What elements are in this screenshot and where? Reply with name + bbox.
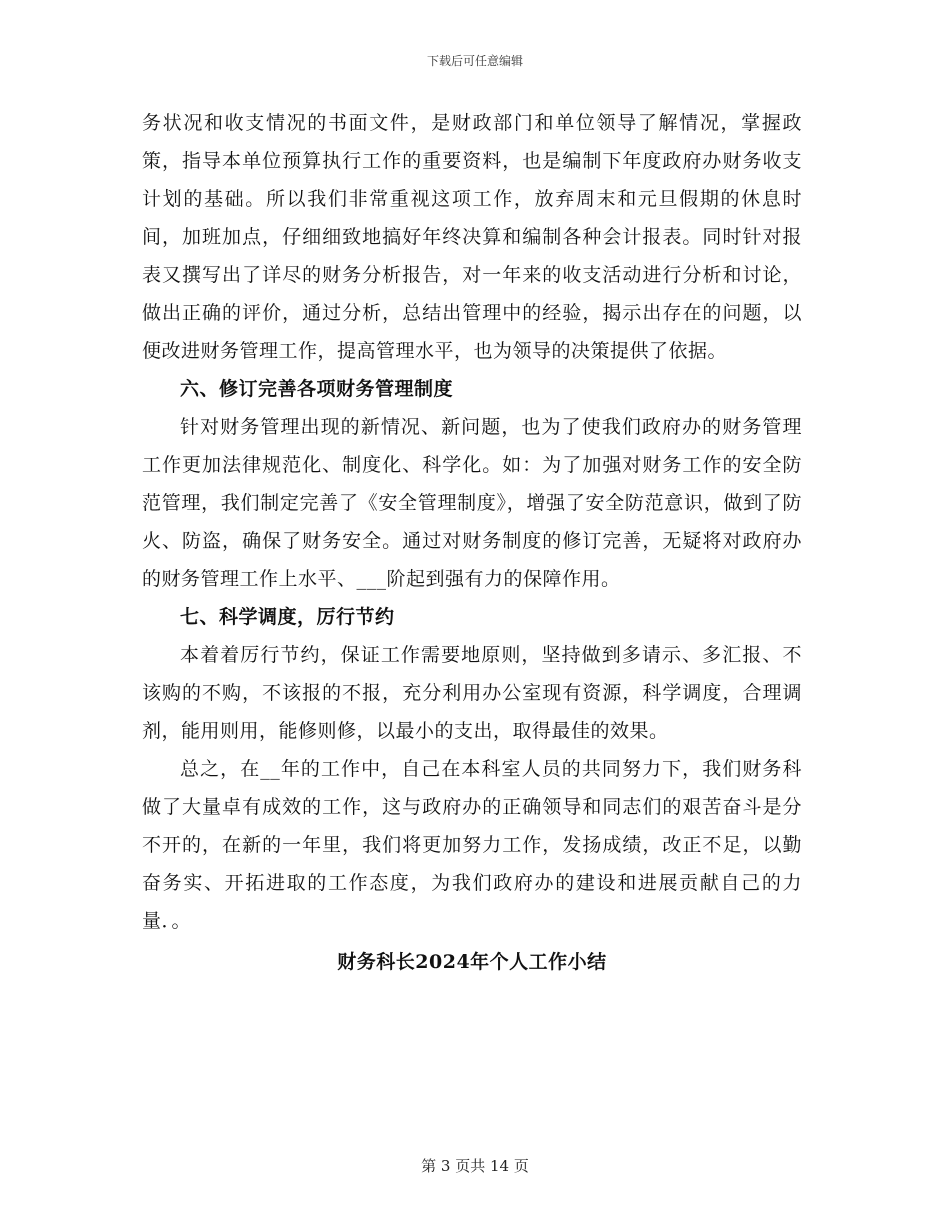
section-heading-7: 七、科学调度，厉行节约	[180, 606, 395, 628]
paragraph-frugality: 本着着厉行节约，保证工作需要地原则，坚持做到多请示、多汇报、不该购的不购，不该报的不报，充分利用办公室现有资源，科学调度，合理调剂，能用则用，能修则修，以最小的支出，取得最佳的效果。	[142, 644, 802, 742]
paragraph-management-system: 针对财务管理出现的新情况、新问题，也为了使我们政府办的财务管理工作更加法律规范化、制度化、科学化。如：为了加强对财务工作的安全防范管理，我们制定完善了《安全管理制度》，增强了安全防范意识，做到了防火、防盗，确保了财务安全。通过对财务制度的修订完善，无疑将对政府办的财务管理工作上水平、___阶起到强有力的保障作用。	[142, 416, 802, 590]
next-document-title: 财务科长2024年个人工作小结	[337, 951, 607, 973]
page-number-footer: 第 3 页共 14 页	[421, 1157, 529, 1175]
document-body	[142, 104, 802, 984]
paragraph-summary: 总之，在__年的工作中，自己在本科室人员的共同努力下，我们财务科做了大量卓有成效的工作，这与政府办的正确领导和同志们的艰苦奋斗是分不开的，在新的一年里，我们将更加努力工作，发扬成绩，改正不足，以勤奋务实、开拓进取的工作态度，为我们政府办的建设和进展贡献自己的力量．。	[142, 758, 802, 932]
paragraph-financial-report: 务状况和收支情况的书面文件，是财政部门和单位领导了解情况，掌握政策，指导本单位预算执行工作的重要资料，也是编制下年度政府办财务收支计划的基础。所以我们非常重视这项工作，放弃周末和元旦假期的休息时间，加班加点，仔细细致地搞好年终决算和编制各种会计报表。同时针对报表又撰写出了详尽的财务分析报告，对一年来的收支活动进行分析和讨论，做出正确的评价，通过分析，总结出管理中的经验，揭示出存在的问题，以便改进财务管理工作，提高管理水平，也为领导的决策提供了依据。	[142, 112, 802, 362]
page-header: 下载后可任意编辑	[426, 54, 523, 68]
section-heading-6: 六、修订完善各项财务管理制度	[180, 378, 454, 400]
